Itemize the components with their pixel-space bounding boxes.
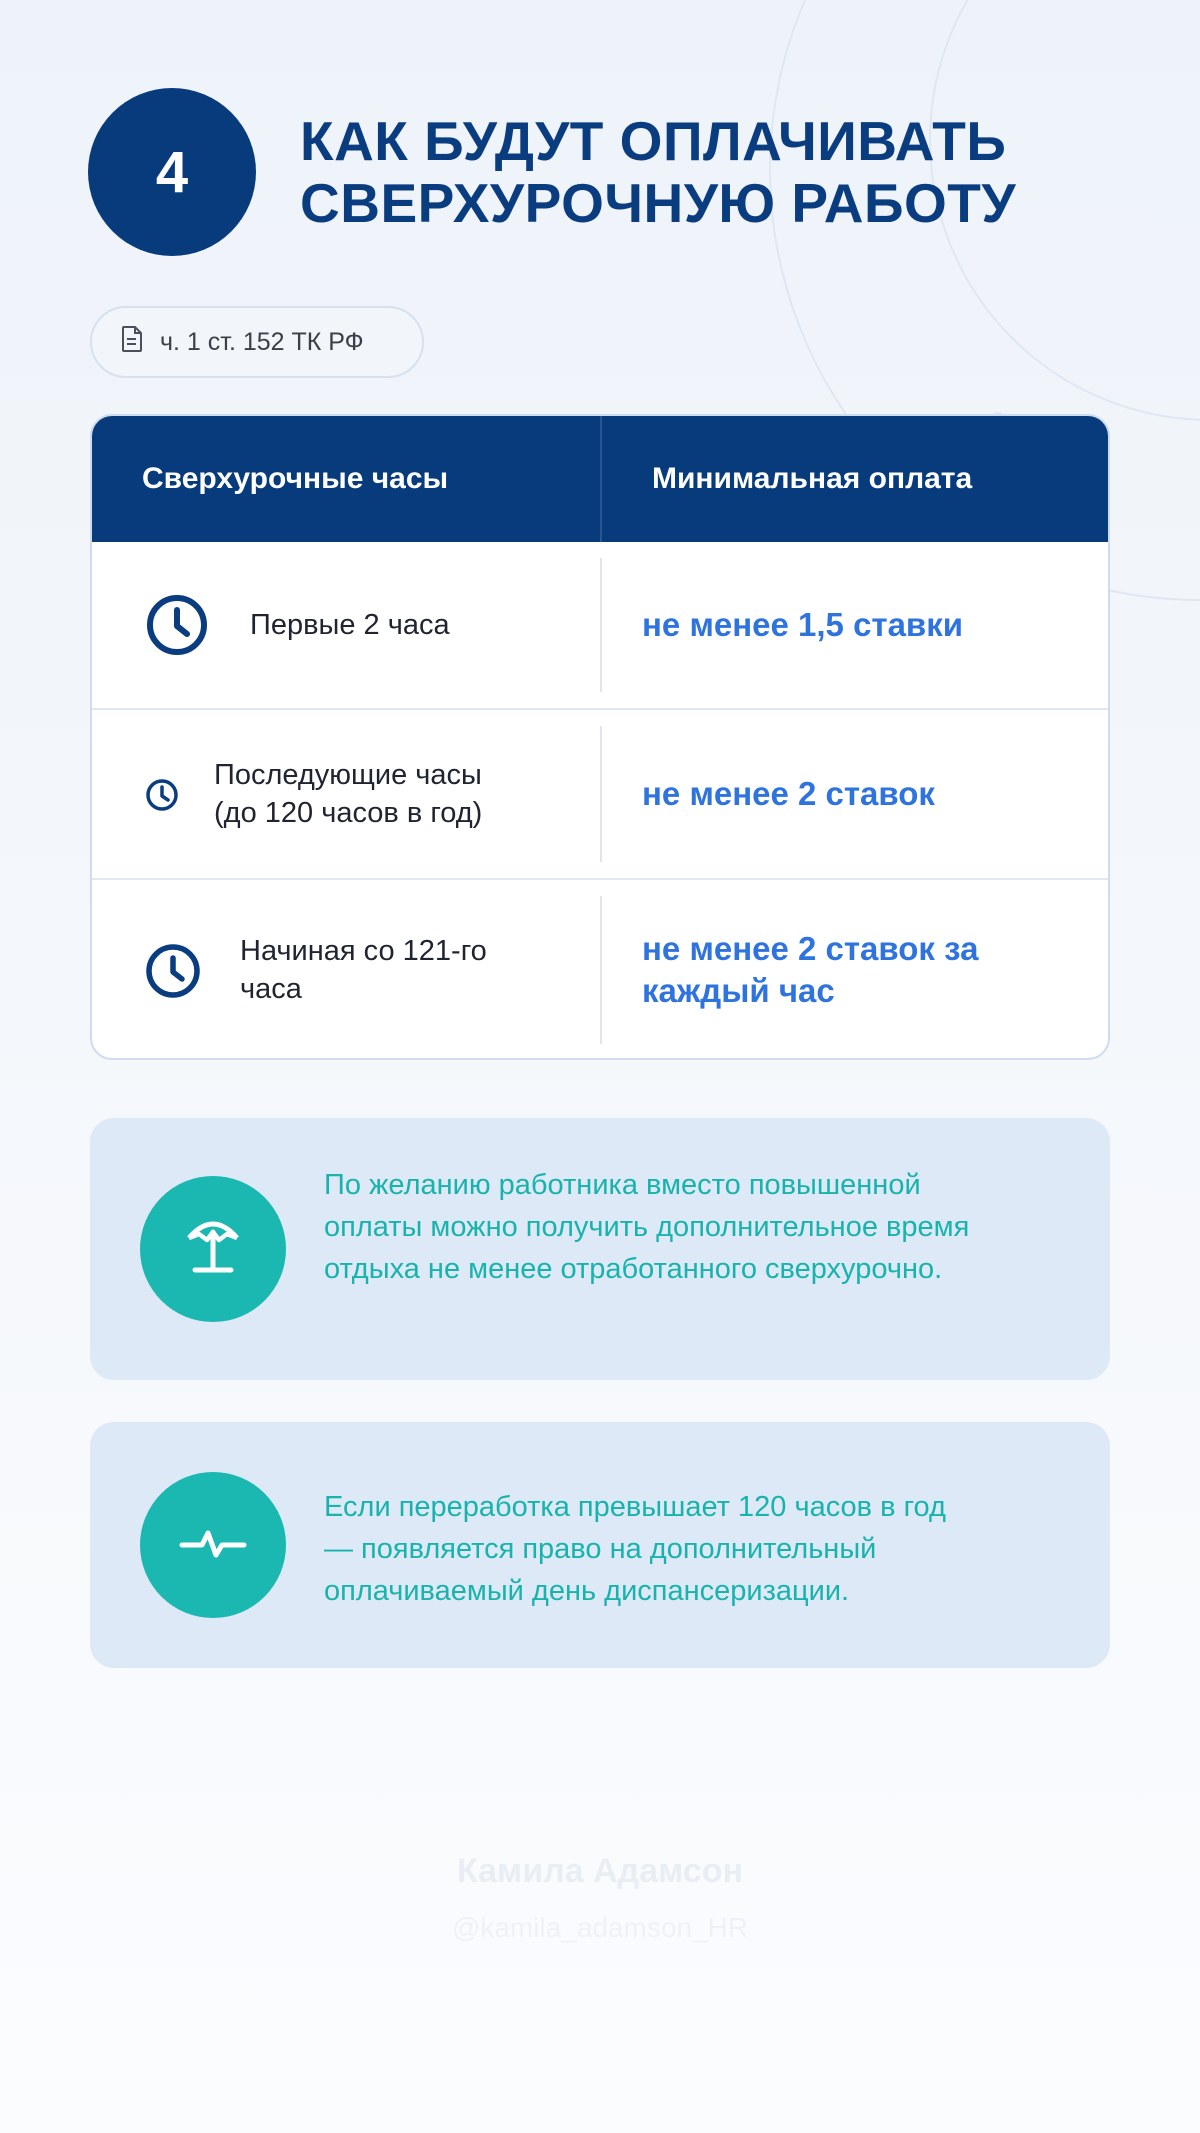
pay-line-1: не менее 1,5 ставки xyxy=(642,606,964,643)
pay-cell xyxy=(602,880,1108,1060)
document-icon xyxy=(122,326,142,359)
hours-line-1: Начиная со 121-го xyxy=(240,935,487,967)
title-line-2: СВЕРХУРОЧНУЮ РАБОТУ xyxy=(300,172,1017,234)
overtime-pay-table xyxy=(90,414,1110,1060)
page-title xyxy=(300,110,1100,234)
clock-icon xyxy=(144,777,180,818)
callout-text xyxy=(324,1486,1070,1612)
step-number-badge xyxy=(88,88,256,256)
callout-medical-day xyxy=(90,1422,1110,1668)
callout-icon-circle xyxy=(140,1176,286,1322)
title-line-1: КАК БУДУТ ОПЛАЧИВАТЬ xyxy=(300,110,1007,172)
callout-line-1: По желанию работника вместо повышенной xyxy=(324,1169,921,1201)
table-header xyxy=(92,416,1108,542)
callout-line-3: отдыха не менее отработанного сверхурочно. xyxy=(324,1253,943,1285)
column-header-pay: Минимальная оплата xyxy=(652,462,973,495)
callout-line-2: оплаты можно получить дополнительное время xyxy=(324,1211,970,1243)
pay-line-1: не менее 2 ставок за xyxy=(642,930,979,967)
callout-time-off xyxy=(90,1118,1110,1380)
callout-icon-circle xyxy=(140,1472,286,1618)
clock-icon xyxy=(144,592,210,663)
step-number: 4 xyxy=(155,139,189,205)
callout-line-2: — появляется право на дополнительный xyxy=(324,1533,877,1565)
hours-line-2: (до 120 часов в год) xyxy=(214,797,483,829)
pay-line-2: каждый час xyxy=(642,972,835,1009)
table-row xyxy=(92,880,1108,1060)
hours-line-2: часа xyxy=(240,973,302,1005)
hours-line-1: Первые 2 часа xyxy=(250,609,450,641)
callout-text xyxy=(324,1164,1070,1290)
heartbeat-icon xyxy=(178,1523,248,1568)
author-handle: @kamila_adamson_HR xyxy=(451,1912,749,1943)
column-header-hours: Сверхурочные часы xyxy=(92,416,602,542)
law-reference-text: ч. 1 ст. 152 ТК РФ xyxy=(160,327,364,356)
table-row xyxy=(92,542,1108,710)
beach-umbrella-icon xyxy=(181,1212,245,1287)
clock-icon xyxy=(144,942,202,1005)
hours-cell xyxy=(92,880,602,1060)
callout-line-3: оплачиваемый день диспансеризации. xyxy=(324,1575,850,1607)
author-name: Камила Адамсон xyxy=(456,1852,744,1890)
hours-cell xyxy=(92,710,602,878)
table-row xyxy=(92,710,1108,880)
pay-cell xyxy=(602,710,1108,878)
pay-line-1: не менее 2 ставок xyxy=(642,775,935,812)
hours-cell xyxy=(92,542,602,708)
callout-line-1: Если переработка превышает 120 часов в год xyxy=(324,1491,946,1523)
hours-line-1: Последующие часы xyxy=(214,759,482,791)
law-reference-chip xyxy=(90,306,424,378)
pay-cell xyxy=(602,542,1108,708)
